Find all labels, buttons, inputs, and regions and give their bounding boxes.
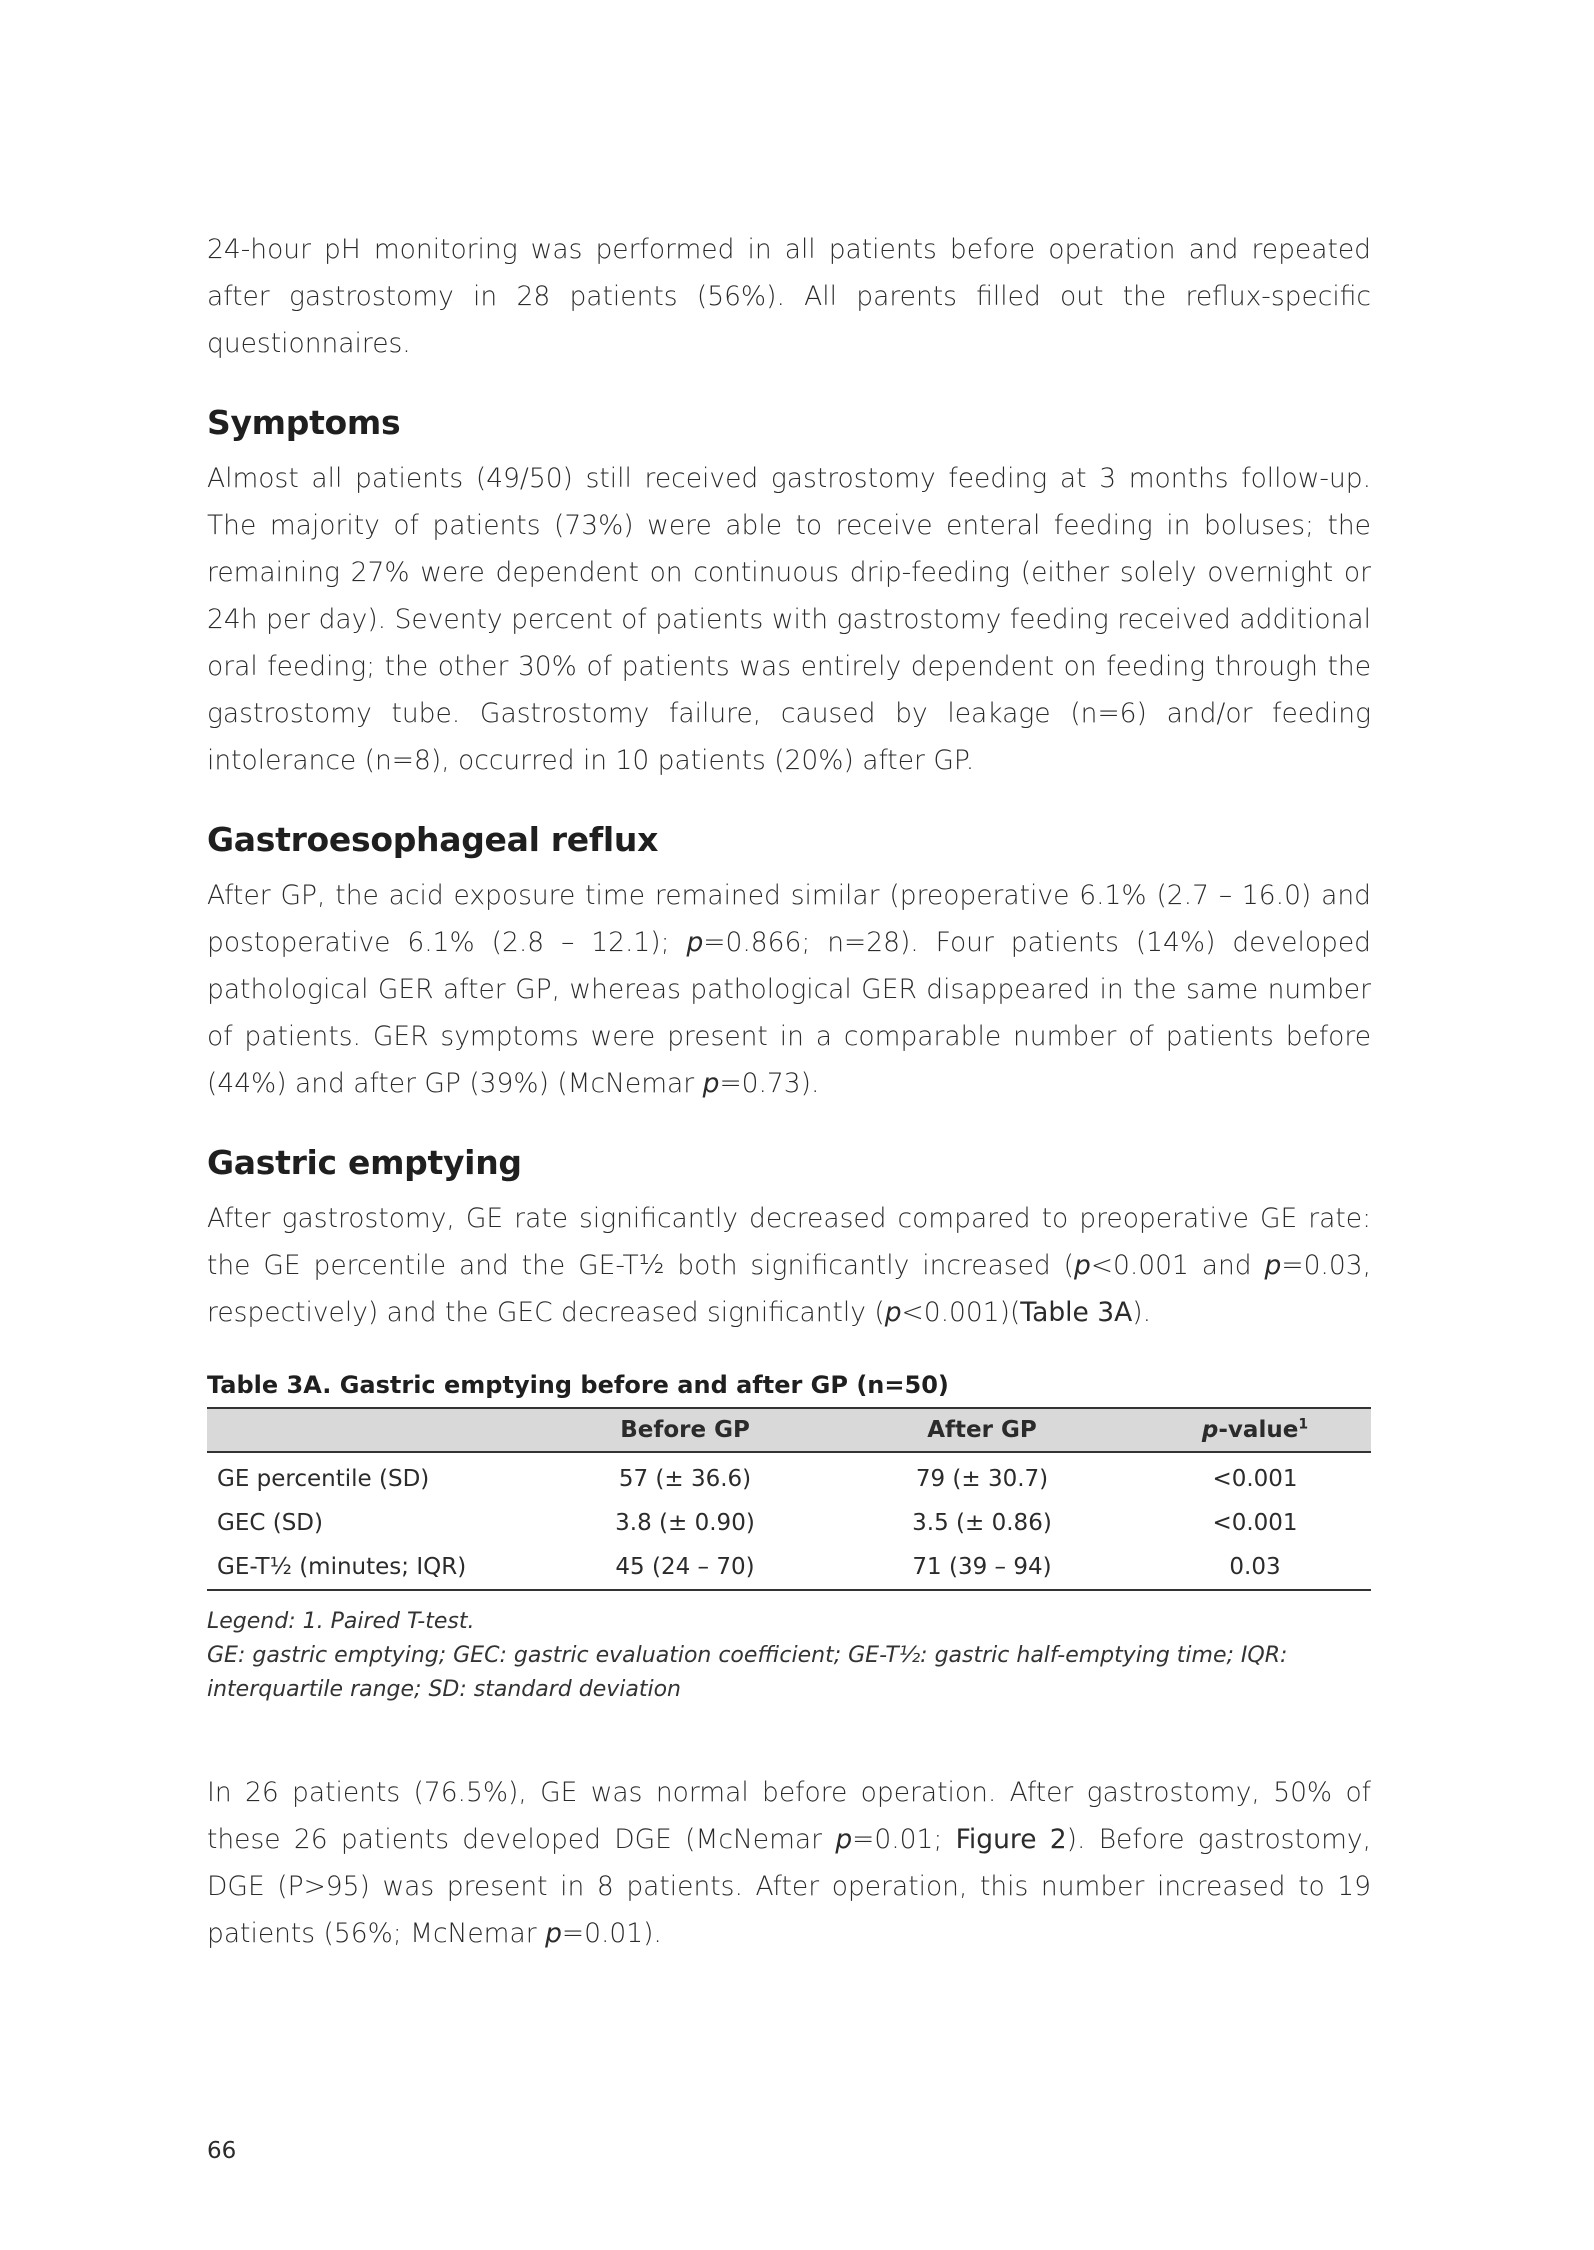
section-heading-symptoms: Symptoms (207, 403, 401, 442)
reflux-paragraph: After GP, the acid exposure time remained similar (preoperative 6.1% (2.7 – 16.0) and postoperative 6.1% (2.8 – 12.1); p=0.866; n=28). Four patients (14%) developed pathological GER after GP, whereas pathological GER disappeared in the same number of patients. GER symptoms were present in a comparable number of patients before (44%) and after GP (39%) (McNemar p=0.73). (207, 880, 1371, 1099)
page-number: 66 (207, 2138, 237, 2164)
table-legend (207, 1605, 1371, 1707)
symptoms-paragraph: Almost all patients (49/50) still received gastrostomy feeding at 3 months follow-up. The majority of patients (73%) were able to receive enteral feeding in boluses; the remaining 27% were dependent on continuous drip-feeding (either solely overnight or 24h per day). Seventy percent of patients with gastrostomy feeding received additional oral feeding; the other 30% of patients was entirely dependent on feeding through the gastrostomy tube. Gastrostomy failure, caused by leakage (n=6) and/or feeding intolerance (n=8), occurred in 10 patients (20%) after GP. (207, 463, 1371, 776)
row-label: GE-T½ (minutes; IQR) (207, 1545, 545, 1590)
p-value: <0.001 (1212, 1510, 1298, 1536)
after-value: 3.5 (± 0.86) (912, 1510, 1052, 1536)
header-label (207, 1408, 545, 1452)
before-value: 45 (24 – 70) (545, 1545, 825, 1590)
legend-line: Legend: 1. Paired T-test. (207, 1609, 475, 1634)
table-caption: Table 3A. Gastric emptying before and after GP (n=50) (207, 1371, 949, 1399)
page-content (207, 226, 1371, 1957)
header-before-gp: Before GP (545, 1408, 825, 1452)
before-value: 57 (± 36.6) (618, 1466, 752, 1492)
header-p-value: p-value$^1$ (1139, 1408, 1371, 1452)
table-row (207, 1501, 1371, 1545)
gastric-emptying-table (207, 1407, 1371, 1591)
section-heading-gastroesophageal-reflux: Gastroesophageal reflux (207, 820, 659, 859)
intro-paragraph: 24-hour pH monitoring was performed in all patients before operation and repeated after gastrostomy in 28 patients (56%). All parents filled out the reflux-specific questionnaires. (207, 234, 1371, 359)
section-heading-gastric-emptying: Gastric emptying (207, 1143, 522, 1182)
after-value: 71 (39 – 94) (825, 1545, 1139, 1590)
table-row (207, 1452, 1371, 1501)
p-value: <0.001 (1212, 1466, 1298, 1492)
row-label: GEC (SD) (217, 1510, 323, 1536)
before-value: 3.8 (± 0.90) (615, 1510, 755, 1536)
p-value: 0.03 (1139, 1545, 1371, 1590)
gastric-emptying-paragraph: After gastrostomy, GE rate significantly decreased compared to preoperative GE rate: the GE percentile and the GE-T½ both significantly increased (p<0.001 and p=0.03, respectively) and the GEC decreased significantly (p<0.001)(Table 3A). (207, 1203, 1371, 1328)
after-value: 79 (± 30.7) (915, 1466, 1049, 1492)
table-reference: Table 3A (1020, 1297, 1133, 1328)
legend-abbreviations: GE: gastric emptying; GEC: gastric evaluation coefficient; GE-T½: gastric half-emptying time; IQR: interquartile range; SD: standard deviation (207, 1643, 1288, 1702)
table-row (207, 1545, 1371, 1590)
row-label: GE percentile (SD) (217, 1466, 430, 1492)
figure-reference: Figure 2 (955, 1824, 1067, 1855)
header-after-gp: After GP (825, 1408, 1139, 1452)
after-table-paragraph: In 26 patients (76.5%), GE was normal before operation. After gastrostomy, 50% of these 26 patients developed DGE (McNemar p=0.01; Figure 2). Before gastrostomy, DGE (P>95) was present in 8 patients. After operation, this number increased to 19 patients (56%; McNemar p=0.01). (207, 1777, 1372, 1949)
table-header-row (207, 1408, 1371, 1452)
